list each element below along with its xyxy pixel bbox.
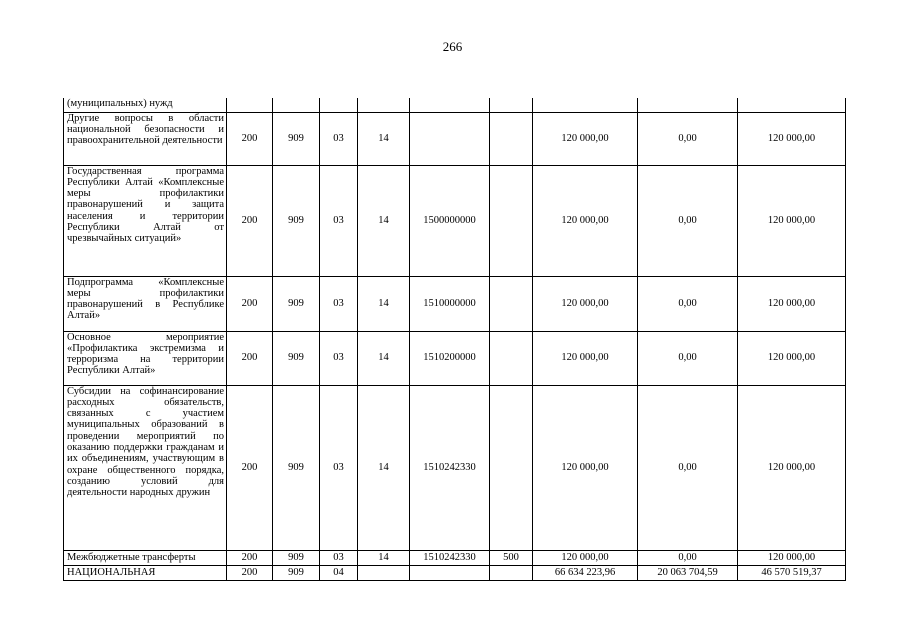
cell-code (490, 165, 533, 276)
cell-code: 200 (227, 385, 273, 550)
table-row (64, 565, 846, 580)
row-name: Подпрограмма «Комплексные меры профилактики правонарушений в Республике Алтай» (64, 276, 227, 331)
cell-amount: 20 063 704,59 (638, 565, 738, 580)
cell-code (227, 98, 273, 112)
page-number: 266 (442, 39, 463, 54)
cell-code: 909 (273, 276, 320, 331)
cell-code (410, 565, 490, 580)
cell-amount: 0,00 (638, 331, 738, 385)
cell-code: 03 (320, 112, 358, 165)
cell-amount: 120 000,00 (738, 165, 846, 276)
row-name: НАЦИОНАЛЬНАЯ (64, 565, 227, 580)
cell-amount: 120 000,00 (738, 550, 846, 565)
cell-amount: 0,00 (638, 276, 738, 331)
cell-code: 03 (320, 385, 358, 550)
cell-code: 03 (320, 331, 358, 385)
cell-code: 03 (320, 276, 358, 331)
cell-code: 14 (358, 385, 410, 550)
cell-code: 14 (358, 331, 410, 385)
cell-code: 909 (273, 112, 320, 165)
cell-code: 909 (273, 565, 320, 580)
table-row (64, 98, 846, 112)
budget-table (63, 98, 846, 581)
cell-code: 200 (227, 565, 273, 580)
table-row (64, 550, 846, 565)
cell-code (490, 565, 533, 580)
cell-code: 909 (273, 550, 320, 565)
cell-code: 200 (227, 550, 273, 565)
row-name: (муниципальных) нужд (64, 98, 227, 112)
table-row (64, 385, 846, 550)
cell-code: 14 (358, 276, 410, 331)
cell-code: 200 (227, 165, 273, 276)
table-row (64, 165, 846, 276)
cell-code: 909 (273, 331, 320, 385)
cell-amount: 0,00 (638, 385, 738, 550)
cell-code (273, 98, 320, 112)
cell-amount (533, 98, 638, 112)
table-row (64, 276, 846, 331)
cell-amount: 0,00 (638, 112, 738, 165)
cell-code (490, 385, 533, 550)
cell-code: 03 (320, 165, 358, 276)
cell-code: 909 (273, 165, 320, 276)
cell-code: 1510242330 (410, 550, 490, 565)
cell-code (358, 98, 410, 112)
cell-code: 909 (273, 385, 320, 550)
cell-amount: 0,00 (638, 165, 738, 276)
cell-code (490, 331, 533, 385)
cell-amount (738, 98, 846, 112)
cell-amount: 120 000,00 (533, 276, 638, 331)
cell-amount (638, 98, 738, 112)
cell-code (358, 565, 410, 580)
cell-code: 200 (227, 112, 273, 165)
cell-amount: 120 000,00 (533, 165, 638, 276)
cell-code (410, 98, 490, 112)
cell-amount: 0,00 (638, 550, 738, 565)
row-name: Субсидии на софинансирование расходных обязательств, связанных с участием муниципальных образований в проведении мероприятий по оказанию поддержки гражданам и их объединениям, участвующим в охране общественного порядка, созданию условий для деятельности народных дружин (64, 385, 227, 550)
cell-code (490, 112, 533, 165)
cell-code: 04 (320, 565, 358, 580)
cell-code: 200 (227, 276, 273, 331)
table-row (64, 112, 846, 165)
cell-code: 14 (358, 165, 410, 276)
cell-amount: 120 000,00 (738, 385, 846, 550)
cell-code (490, 98, 533, 112)
row-name: Межбюджетные трансферты (64, 550, 227, 565)
cell-code (320, 98, 358, 112)
cell-amount: 46 570 519,37 (738, 565, 846, 580)
cell-amount: 120 000,00 (533, 550, 638, 565)
cell-code: 1510000000 (410, 276, 490, 331)
cell-code (410, 112, 490, 165)
cell-code: 1500000000 (410, 165, 490, 276)
cell-amount: 120 000,00 (533, 385, 638, 550)
table-row (64, 331, 846, 385)
cell-amount: 120 000,00 (738, 112, 846, 165)
cell-code: 1510242330 (410, 385, 490, 550)
cell-amount: 120 000,00 (738, 276, 846, 331)
cell-amount: 120 000,00 (738, 331, 846, 385)
cell-amount: 66 634 223,96 (533, 565, 638, 580)
cell-code: 14 (358, 550, 410, 565)
row-name: Государственная программа Республики Алтай «Комплексные меры профилактики правонарушений и защита населения и территории Республики Алтай от чрезвычайных ситуаций» (64, 165, 227, 276)
row-name: Основное мероприятие «Профилактика экстремизма и терроризма на территории Республики Алтай» (64, 331, 227, 385)
row-name: Другие вопросы в области национальной безопасности и правоохранительной деятельности (64, 112, 227, 165)
cell-code: 1510200000 (410, 331, 490, 385)
cell-amount: 120 000,00 (533, 331, 638, 385)
cell-amount: 120 000,00 (533, 112, 638, 165)
cell-code: 200 (227, 331, 273, 385)
cell-code (490, 276, 533, 331)
cell-code: 500 (490, 550, 533, 565)
cell-code: 03 (320, 550, 358, 565)
cell-code: 14 (358, 112, 410, 165)
